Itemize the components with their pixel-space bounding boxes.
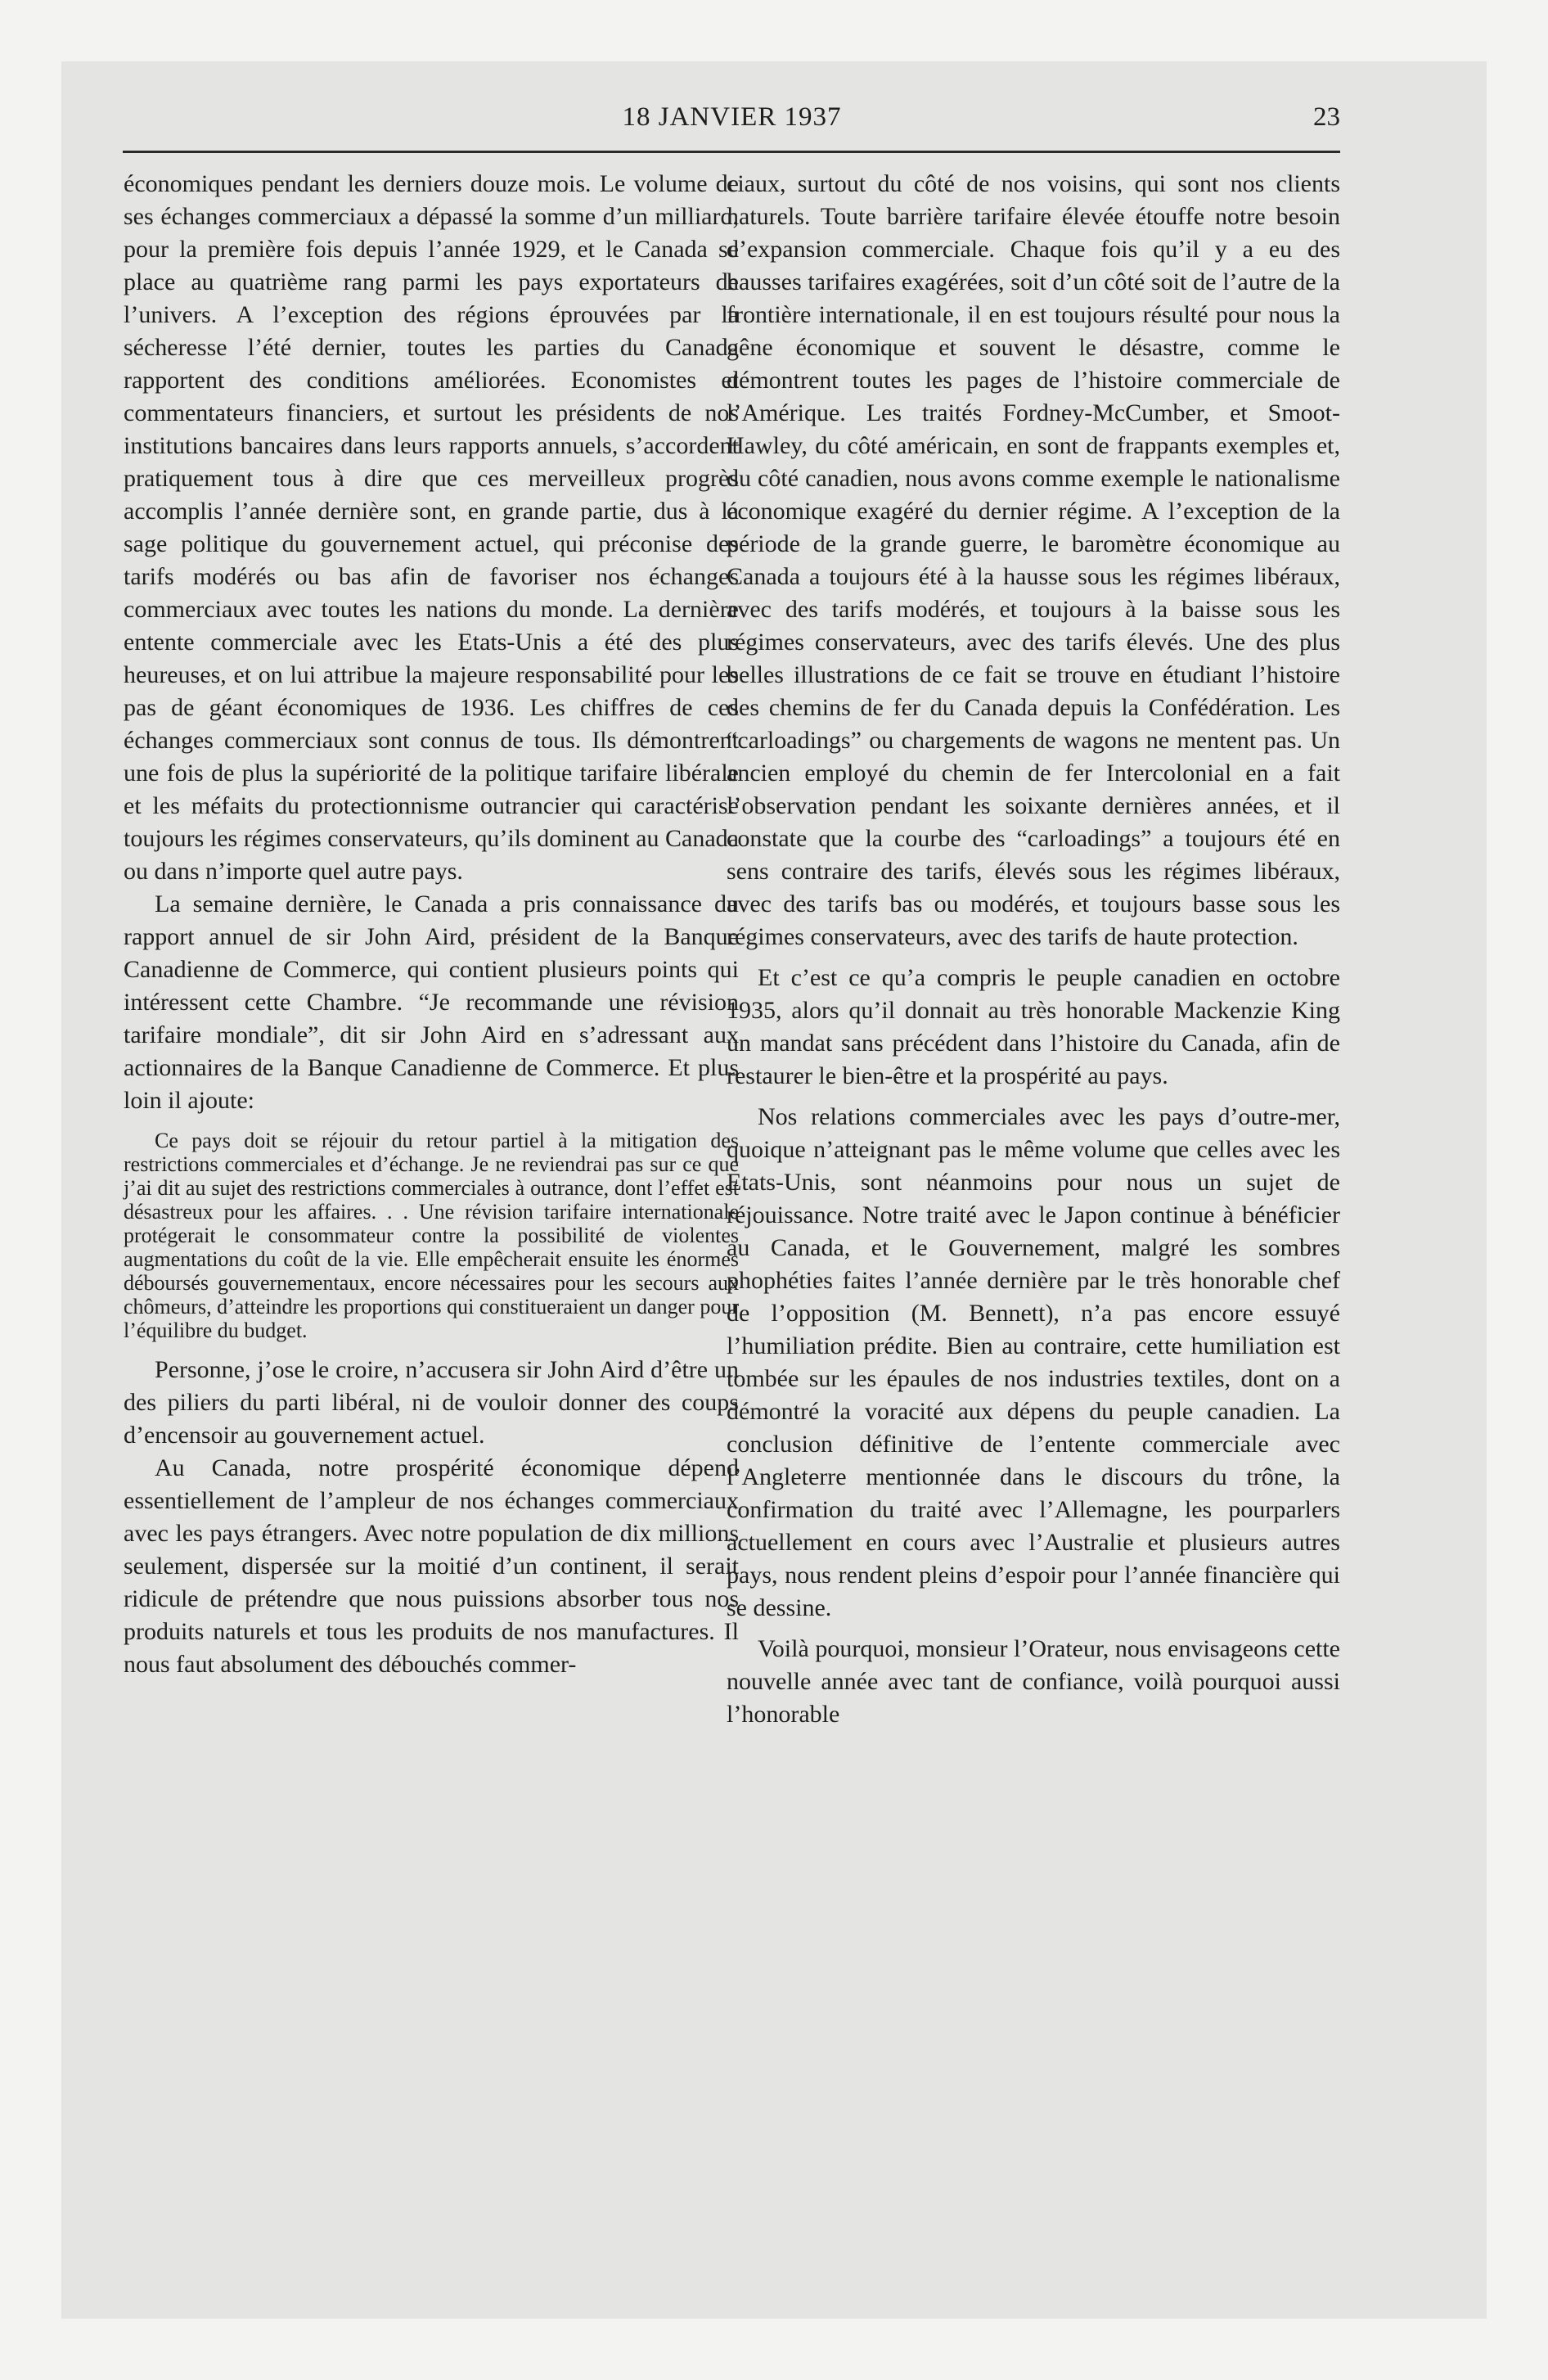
paragraph: Et c’est ce qu’a compris le peuple canadien en octobre 1935, alors qu’il donnait au très honorable Mackenzie King un mandat sans précédent dans l’histoire du Canada, afin de restaurer le bien-être et la prospérité au pays. bbox=[727, 964, 1340, 1089]
paragraph: La semaine dernière, le Canada a pris connaissance du rapport annuel de sir John Aird, président de la Banque Canadienne de Commerce, qui contient plusieurs points qui intéressent cette Chambre. “Je recommande une révision tarifaire mondiale”, dit sir John Aird en s’adressant aux actionnaires de la Banque Canadienne de Commerce. Et plus loin il ajoute: bbox=[124, 890, 739, 1114]
paragraph: économiques pendant les derniers douze mois. Le volume de ses échanges commerciaux a dépassé la somme d’un milliard, pour la première fois depuis l’année 1929, et le Canada se place au quatrième rang parmi les pays exportateurs de l’univers. A l’exception des régions éprouvées par la sécheresse l’été dernier, toutes les parties du Canada rapportent des conditions améliorées. Economistes et commentateurs financiers, et surtout les présidents de nos institutions bancaires dans leurs rapports annuels, s’accordent pratiquement tous à dire que ces merveilleux progrès accomplis l’année dernière sont, en grande partie, dus à la sage politique du gouvernement actuel, qui préconise des tarifs modérés ou bas afin de favoriser nos échanges commerciaux avec toutes les nations du monde. La dernière entente commerciale avec les Etats-Unis a été des plus heureuses, et on lui attribue la majeure responsabilité pour les pas de géant économiques de 1936. Les chiffres de ces échanges commerciaux sont connus de tous. Ils démontrent une fois de plus la supériorité de la politique tarifaire libérale et les méfaits du protectionnisme outrancier qui caractérise toujours les régimes conservateurs, qu’ils dominent au Canada ou dans n’importe quel autre pays. bbox=[124, 170, 739, 885]
header-date: 18 JANVIER 1937 bbox=[622, 102, 842, 132]
paragraph: Personne, j’ose le croire, n’accusera sir John Aird d’être un des piliers du parti libéral, ni de vouloir donner des coups d’encensoir au gouvernement actuel. bbox=[124, 1356, 739, 1449]
page-number: 23 bbox=[1313, 102, 1340, 132]
block-quote: Ce pays doit se réjouir du retour partiel à la mitigation des restrictions commerciales et d’échange. Je ne reviendrai pas sur ce que j’ai dit au sujet des restrictions commerciales à outrance, dont l’effet est désastreux pour les affaires. . . Une révision tarifaire internationale protégerait le consommateur contre la possibilité de violentes augmentations du coût de la vie. Elle empêcherait ensuite les énormes déboursés gouvernementaux, encore nécessaires pour les secours aux chômeurs, d’atteindre les proportions qui constitueraient un danger pour l’équilibre du budget. bbox=[124, 1129, 739, 1342]
paragraph: Nos relations commerciales avec les pays d’outre-mer, quoique n’atteignant pas le même volume que celles avec les Etats-Unis, sont néanmoins pour nous un sujet de réjouissance. Notre traité avec le Japon continue à bénéficier au Canada, et le Gouvernement, malgré les sombres phophéties faites l’année dernière par le très honorable chef de l’opposition (M. Bennett), n’a pas encore essuyé l’humiliation prédite. Bien au contraire, cette humiliation est tombée sur les épaules de nos industries textiles, dont on a démontré la voracité aux dépens du peuple canadien. La conclusion définitive de l’entente commerciale avec l’Angleterre mentionnée dans le discours du trône, la confirmation du traité avec l’Allemagne, les pourparlers actuellement en cours avec l’Australie et plusieurs autres pays, nous rendent pleins d’espoir pour l’année financière qui se dessine. bbox=[727, 1103, 1340, 1621]
page-header bbox=[124, 97, 1340, 137]
header-rule bbox=[123, 151, 1340, 153]
paragraph: Voilà pourquoi, monsieur l’Orateur, nous envisageons cette nouvelle année avec tant de confiance, voilà pourquoi aussi l’honorable bbox=[727, 1635, 1340, 1728]
paragraph: ciaux, surtout du côté de nos voisins, qui sont nos clients naturels. Toute barrière tarifaire élevée étouffe notre besoin d’expansion commerciale. Chaque fois qu’il y a eu des hausses tarifaires exagérées, soit d’un côté soit de l’autre de la frontière internationale, il en est toujours résulté pour nous la gêne économique et souvent le désastre, comme le démontrent toutes les pages de l’histoire commerciale de l’Amérique. Les traités Fordney-McCumber, et Smoot-Hawley, du côté américain, en sont de frappants exemples et, du côté canadien, nous avons comme exemple le nationalisme économique exagéré du dernier régime. A l’exception de la période de la grande guerre, le baromètre économique au Canada a toujours été à la hausse sous les régimes libéraux, avec des tarifs modérés, et toujours à la baisse sous les régimes conservateurs, avec des tarifs élevés. Une des plus belles illustrations de ce fait se trouve en étudiant l’histoire des chemins de fer du Canada depuis la Confédération. Les “carloadings” ou chargements de wagons ne mentent pas. Un ancien employé du chemin de fer Intercolonial en a fait l’observation pendant les soixante dernières années, et il constate que la courbe des “carloadings” a toujours été en sens contraire des tarifs, élevés sous les régimes libéraux, avec des tarifs bas ou modérés, et toujours basse sous les régimes conservateurs, avec des tarifs de haute protection. bbox=[727, 170, 1340, 950]
paragraph: Au Canada, notre prospérité économique dépend essentiellement de l’ampleur de nos échanges commerciaux avec les pays étrangers. Avec notre population de dix millions seulement, dispersée sur la moitié d’un continent, il serait ridicule de prétendre que nous puissions absorber tous nos produits naturels et tous les produits de nos manufactures. Il nous faut absolument des débouchés commer- bbox=[124, 1454, 739, 1678]
right-column bbox=[727, 168, 1340, 1731]
left-column bbox=[124, 168, 739, 1681]
